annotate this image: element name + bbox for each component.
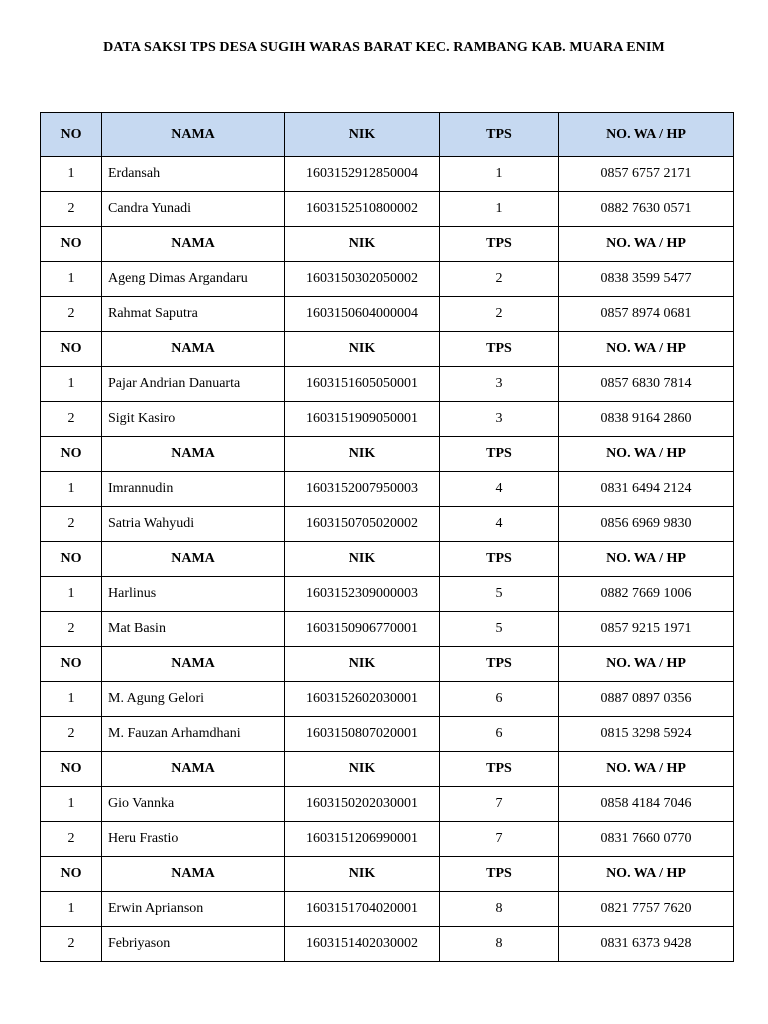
cell-nama: Pajar Andrian Danuarta <box>102 367 285 402</box>
column-header-tps: TPS <box>440 857 559 892</box>
cell-no: 2 <box>41 717 102 752</box>
cell-nik: 1603150202030001 <box>285 787 440 822</box>
table-header-row <box>41 227 734 262</box>
table-row <box>41 892 734 927</box>
saksi-table-body <box>41 113 734 962</box>
cell-no: 1 <box>41 682 102 717</box>
column-header-tps: TPS <box>440 113 559 157</box>
column-header-no: NO <box>41 647 102 682</box>
cell-no: 1 <box>41 262 102 297</box>
cell-nik: 1603150906770001 <box>285 612 440 647</box>
cell-tps: 7 <box>440 787 559 822</box>
cell-hp: 0857 9215 1971 <box>559 612 734 647</box>
cell-no: 1 <box>41 367 102 402</box>
table-header-row <box>41 113 734 157</box>
column-header-hp: NO. WA / HP <box>559 542 734 577</box>
table-row <box>41 472 734 507</box>
cell-nama: Candra Yunadi <box>102 192 285 227</box>
cell-nama: Gio Vannka <box>102 787 285 822</box>
cell-nama: Erdansah <box>102 157 285 192</box>
cell-hp: 0838 9164 2860 <box>559 402 734 437</box>
column-header-nik: NIK <box>285 332 440 367</box>
cell-hp: 0838 3599 5477 <box>559 262 734 297</box>
column-header-nik: NIK <box>285 227 440 262</box>
column-header-tps: TPS <box>440 647 559 682</box>
cell-nik: 1603151909050001 <box>285 402 440 437</box>
cell-tps: 3 <box>440 367 559 402</box>
cell-no: 2 <box>41 822 102 857</box>
cell-tps: 6 <box>440 682 559 717</box>
table-row <box>41 262 734 297</box>
table-row <box>41 402 734 437</box>
table-row <box>41 507 734 542</box>
cell-nama: Ageng Dimas Argandaru <box>102 262 285 297</box>
column-header-nama: NAMA <box>102 437 285 472</box>
column-header-nama: NAMA <box>102 227 285 262</box>
column-header-hp: NO. WA / HP <box>559 227 734 262</box>
column-header-no: NO <box>41 752 102 787</box>
cell-no: 2 <box>41 297 102 332</box>
cell-nama: Febriyason <box>102 927 285 962</box>
cell-hp: 0815 3298 5924 <box>559 717 734 752</box>
cell-tps: 1 <box>440 157 559 192</box>
cell-nik: 1603152309000003 <box>285 577 440 612</box>
cell-hp: 0882 7630 0571 <box>559 192 734 227</box>
cell-no: 2 <box>41 402 102 437</box>
table-row <box>41 192 734 227</box>
column-header-nik: NIK <box>285 752 440 787</box>
column-header-nama: NAMA <box>102 857 285 892</box>
column-header-nama: NAMA <box>102 752 285 787</box>
cell-nik: 1603151704020001 <box>285 892 440 927</box>
column-header-no: NO <box>41 542 102 577</box>
table-row <box>41 787 734 822</box>
column-header-nik: NIK <box>285 647 440 682</box>
cell-hp: 0858 4184 7046 <box>559 787 734 822</box>
table-header-row <box>41 857 734 892</box>
cell-nik: 1603151206990001 <box>285 822 440 857</box>
column-header-nama: NAMA <box>102 113 285 157</box>
table-row <box>41 297 734 332</box>
column-header-tps: TPS <box>440 752 559 787</box>
cell-nama: Rahmat Saputra <box>102 297 285 332</box>
cell-nik: 1603151605050001 <box>285 367 440 402</box>
table-row <box>41 157 734 192</box>
cell-hp: 0831 6494 2124 <box>559 472 734 507</box>
column-header-hp: NO. WA / HP <box>559 752 734 787</box>
column-header-nik: NIK <box>285 113 440 157</box>
cell-hp: 0821 7757 7620 <box>559 892 734 927</box>
table-row <box>41 682 734 717</box>
document-title: DATA SAKSI TPS DESA SUGIH WARAS BARAT KEC. RAMBANG KAB. MUARA ENIM <box>103 40 665 55</box>
column-header-no: NO <box>41 332 102 367</box>
table-header-row <box>41 542 734 577</box>
cell-nama: Sigit Kasiro <box>102 402 285 437</box>
cell-nama: Erwin Aprianson <box>102 892 285 927</box>
cell-nik: 1603151402030002 <box>285 927 440 962</box>
column-header-nama: NAMA <box>102 647 285 682</box>
table-row <box>41 822 734 857</box>
cell-no: 2 <box>41 192 102 227</box>
cell-no: 1 <box>41 892 102 927</box>
column-header-hp: NO. WA / HP <box>559 113 734 157</box>
cell-tps: 1 <box>440 192 559 227</box>
cell-hp: 0831 7660 0770 <box>559 822 734 857</box>
cell-nik: 1603152912850004 <box>285 157 440 192</box>
cell-no: 1 <box>41 787 102 822</box>
column-header-hp: NO. WA / HP <box>559 437 734 472</box>
cell-no: 2 <box>41 927 102 962</box>
column-header-hp: NO. WA / HP <box>559 857 734 892</box>
column-header-no: NO <box>41 437 102 472</box>
cell-nik: 1603150302050002 <box>285 262 440 297</box>
cell-tps: 8 <box>440 892 559 927</box>
column-header-nik: NIK <box>285 437 440 472</box>
column-header-nama: NAMA <box>102 332 285 367</box>
table-header-row <box>41 332 734 367</box>
cell-tps: 4 <box>440 507 559 542</box>
table-header-row <box>41 437 734 472</box>
table-header-row <box>41 647 734 682</box>
cell-nama: Mat Basin <box>102 612 285 647</box>
column-header-no: NO <box>41 113 102 157</box>
cell-no: 1 <box>41 157 102 192</box>
column-header-no: NO <box>41 857 102 892</box>
cell-tps: 8 <box>440 927 559 962</box>
column-header-tps: TPS <box>440 227 559 262</box>
cell-tps: 2 <box>440 297 559 332</box>
table-header-row <box>41 752 734 787</box>
table-row <box>41 367 734 402</box>
saksi-table <box>40 112 734 962</box>
cell-hp: 0887 0897 0356 <box>559 682 734 717</box>
column-header-nik: NIK <box>285 542 440 577</box>
column-header-hp: NO. WA / HP <box>559 332 734 367</box>
table-row <box>41 717 734 752</box>
cell-hp: 0856 6969 9830 <box>559 507 734 542</box>
cell-nik: 1603150705020002 <box>285 507 440 542</box>
table-row <box>41 927 734 962</box>
cell-hp: 0831 6373 9428 <box>559 927 734 962</box>
cell-no: 1 <box>41 472 102 507</box>
cell-nik: 1603152007950003 <box>285 472 440 507</box>
cell-nik: 1603152602030001 <box>285 682 440 717</box>
table-row <box>41 612 734 647</box>
cell-hp: 0857 8974 0681 <box>559 297 734 332</box>
column-header-hp: NO. WA / HP <box>559 647 734 682</box>
cell-nama: Harlinus <box>102 577 285 612</box>
cell-nik: 1603150604000004 <box>285 297 440 332</box>
cell-tps: 4 <box>440 472 559 507</box>
cell-nik: 1603150807020001 <box>285 717 440 752</box>
cell-nama: Heru Frastio <box>102 822 285 857</box>
cell-tps: 5 <box>440 612 559 647</box>
column-header-nama: NAMA <box>102 542 285 577</box>
cell-tps: 3 <box>440 402 559 437</box>
table-row <box>41 577 734 612</box>
column-header-tps: TPS <box>440 437 559 472</box>
cell-hp: 0882 7669 1006 <box>559 577 734 612</box>
cell-no: 2 <box>41 612 102 647</box>
cell-nama: M. Fauzan Arhamdhani <box>102 717 285 752</box>
cell-tps: 2 <box>440 262 559 297</box>
cell-nama: Imrannudin <box>102 472 285 507</box>
cell-nama: M. Agung Gelori <box>102 682 285 717</box>
cell-tps: 7 <box>440 822 559 857</box>
cell-tps: 5 <box>440 577 559 612</box>
cell-nik: 1603152510800002 <box>285 192 440 227</box>
column-header-tps: TPS <box>440 332 559 367</box>
cell-no: 2 <box>41 507 102 542</box>
cell-nama: Satria Wahyudi <box>102 507 285 542</box>
column-header-tps: TPS <box>440 542 559 577</box>
cell-hp: 0857 6830 7814 <box>559 367 734 402</box>
cell-no: 1 <box>41 577 102 612</box>
column-header-nik: NIK <box>285 857 440 892</box>
column-header-no: NO <box>41 227 102 262</box>
cell-tps: 6 <box>440 717 559 752</box>
cell-hp: 0857 6757 2171 <box>559 157 734 192</box>
